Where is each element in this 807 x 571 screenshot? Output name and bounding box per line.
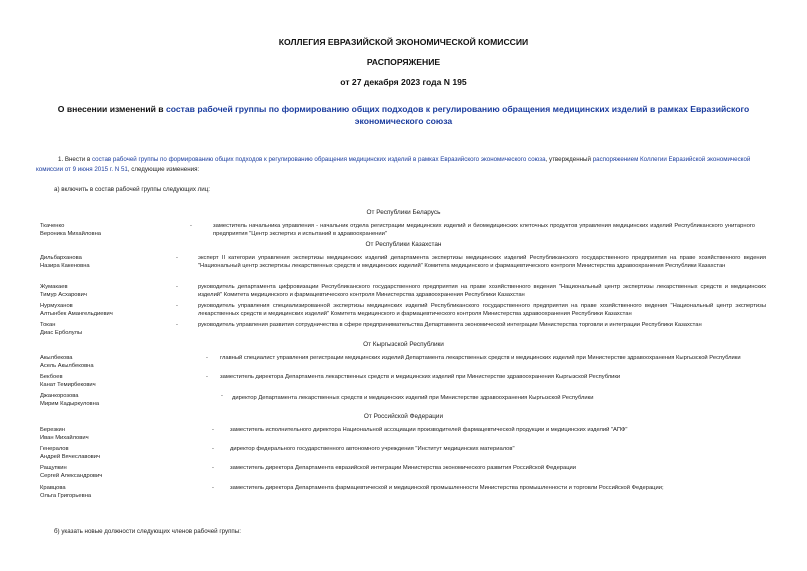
title-link[interactable]: состав рабочей группы по формированию общих подходов к регулированию обращения медицинских изделий в рамках Евразийского экономического союза — [165, 104, 750, 126]
member-position: эксперт II категории управления экспертизы медицинских изделий департамента экспертизы медицинских изделий Республиканского государственного предприятия на праве хозяйственного ведения "Национальный центр экспертизы лекарственных средств и медицинских изделий" Комитета медицинского и фармацевтического контроля Министерства здравоохранения Республики Казахстан — [198, 255, 766, 270]
working-group-link[interactable]: состав рабочей группы по формированию общих подходов к регулированию обращения медицинских изделий в рамках Евразийского экономического союза — [91, 156, 546, 163]
member-name: Ткаченко Вероника Михайловна — [40, 223, 102, 238]
member-position: руководитель управления развития сотрудничества в сфере предпринимательства Департамента экономической интеграции Министерства торговли и интеграции Республики Казахстан — [198, 322, 702, 328]
para1-mid: , утвержденный — [545, 156, 593, 163]
dash-separator: - — [176, 255, 178, 261]
member-position: заместитель директора Департамента фармацевтической и медицинской промышленности Министерства промышленности и торговли Российской Федерации; — [230, 485, 664, 491]
dash-separator: - — [212, 427, 214, 433]
document-title — [40, 103, 767, 127]
member-position: заместитель директора Департамента лекарственных средств и медицинских изделий при Министерстве здравоохранения Кыргызской Республики — [220, 374, 621, 380]
document-type: РАСПОРЯЖЕНИЕ — [366, 57, 441, 67]
dash-separator: - — [212, 485, 214, 491]
dash-separator: - — [221, 393, 223, 399]
member-name: Нурмуханов Алтынбек Амангельдиевич — [40, 303, 113, 318]
dash-separator: - — [176, 284, 178, 290]
section-heading: От Республики Казахстан — [365, 241, 442, 248]
member-position: руководитель управления специализированной экспертизы медицинских изделий Республиканского государственного предприятия на праве хозяйственного ведения "Национальный центр экспертизы лекарственных средств и медицинских изделий" Комитета медицинского и фармацевтического контроля Министерства здравоохранения Республики Казахстан — [198, 303, 766, 318]
member-name: Генералов Андрей Вячеславович — [40, 446, 101, 461]
dash-separator: - — [212, 465, 214, 471]
member-name: Токан Диас Ерболулы — [40, 322, 83, 337]
member-position: руководитель департамента цифровизации Республиканского государственного предприятия на праве хозяйственного ведения "Национальный центр экспертизы лекарственных средств и медицинских изделий" Комитета медицинского и фармацевтического контроля Министерства здравоохранения Республики Казахстан — [198, 284, 766, 299]
title-prefix: О внесении изменений в — [57, 104, 166, 114]
member-name: Кравцова Ольга Григорьевна — [40, 485, 92, 500]
paragraph-a: а) включить в состав рабочей группы следующих лиц: — [54, 186, 210, 193]
member-position: заместитель начальника управления - начальник отдела регистрации медицинских изделий и биомедицинских клеточных продуктов управления медицинских изделий Республиканского унитарного предприятия "Центр экспертиз и испытаний в здравоохранении" — [213, 223, 755, 238]
paragraph-b: б) указать новые должности следующих членов рабочей группы: — [54, 528, 241, 535]
member-name: Ращупкин Сергей Александрович — [40, 465, 103, 480]
dash-separator: - — [206, 374, 208, 380]
member-name: Акылбекова Асель Акылбековна — [40, 355, 94, 370]
member-position: директор Департамента лекарственных средств и медицинских изделий при Министерстве здравоохранения Кыргызской Республики — [232, 395, 594, 401]
para1-tail: , следующие изменения: — [127, 165, 200, 173]
member-position: директор федерального государственного автономного учреждения "Институт медицинских материалов" — [230, 446, 515, 452]
document-date-number: от 27 декабря 2023 года N 195 — [340, 77, 467, 87]
issuing-organization: КОЛЛЕГИЯ ЕВРАЗИЙСКОЙ ЭКОНОМИЧЕСКОЙ КОМИССИИ — [278, 37, 529, 47]
member-name: Джанкорозова Мирим Кадыркуловна — [40, 393, 100, 408]
member-position: заместитель исполнительного директора Национальной ассоциации производителей фармацевтической продукции и медицинских изделий "АПФ" — [230, 427, 628, 433]
paragraph-1 — [36, 155, 772, 174]
section-heading: От Республики Беларусь — [366, 209, 441, 216]
member-name: Березкин Иван Михайлович — [40, 427, 89, 442]
dash-separator: - — [212, 446, 214, 452]
member-name: Дильбарханова Назира Какеновна — [40, 255, 90, 270]
dash-separator: - — [206, 355, 208, 361]
section-heading: От Российской Федерации — [363, 413, 444, 420]
dash-separator: - — [176, 303, 178, 309]
para1-lead: 1. Внести в — [58, 156, 92, 163]
member-name: Жумакаев Тимур Асхарович — [40, 284, 87, 299]
dash-separator: - — [190, 223, 192, 229]
member-position: главный специалист управления регистрации медицинских изделий Департамента лекарственных средств и медицинских изделий при Министерстве здравоохранения Кыргызской Республики — [220, 355, 741, 361]
dash-separator: - — [176, 322, 178, 328]
section-heading: От Кыргызской Республики — [363, 341, 444, 348]
member-position: заместитель директора Департамента евразийской интеграции Министерства экономического развития Российской Федерации — [230, 465, 577, 471]
member-name: Бекбоев Канат Темирбекович — [40, 374, 96, 389]
commission-decision-link[interactable]: распоряжением Коллегии Евразийской экономической комиссии от 9 июня 2015 г. N 51 — [36, 156, 751, 173]
